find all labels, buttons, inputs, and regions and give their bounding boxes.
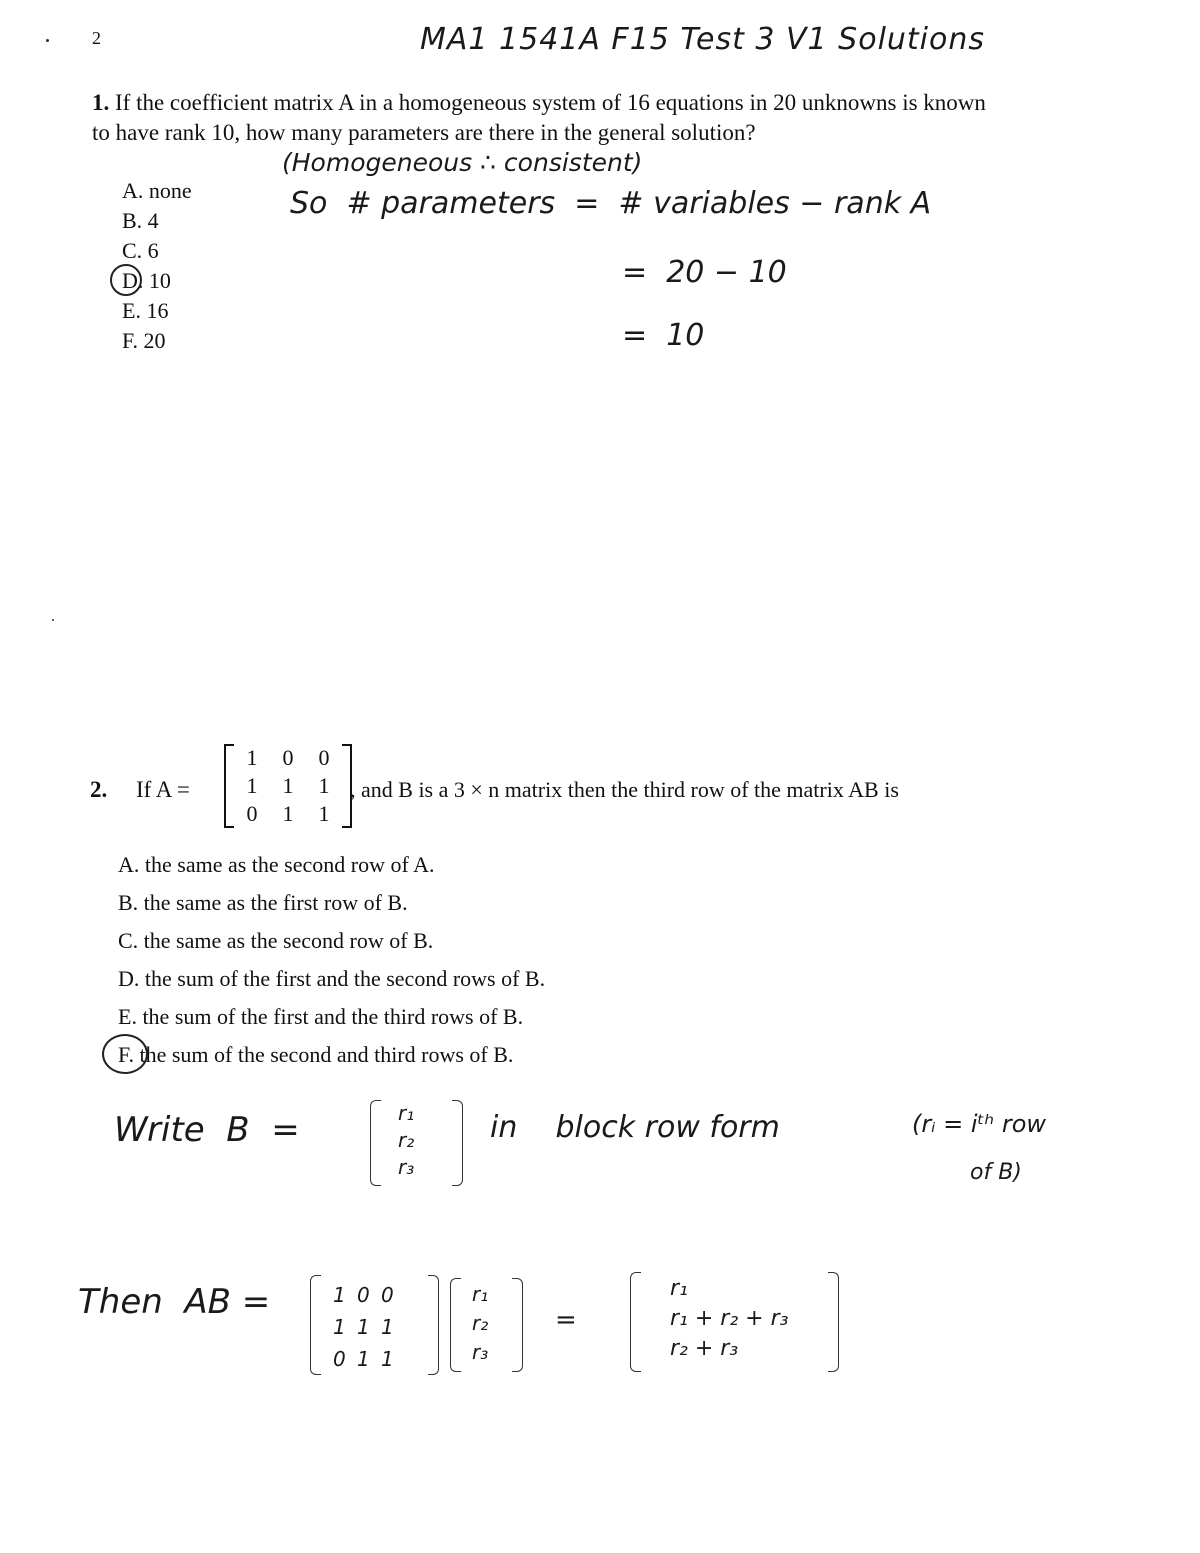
matrix-row [234, 772, 342, 800]
q1-work-line2: = 20 − 10 [622, 255, 787, 290]
choice-b: B. 4 [122, 208, 159, 233]
matrix-a [224, 744, 352, 828]
q2-result-vector [630, 1272, 850, 1372]
hand-matrix-bracket-right [428, 1275, 439, 1375]
matrix-cell: 1 [381, 1315, 394, 1339]
choice-e: E. the sum of the first and the third rows of B. [118, 1004, 524, 1029]
choice-b: B. the same as the first row of B. [118, 890, 408, 915]
hand-matrix-table [332, 1279, 404, 1375]
matrix-cell: 1 [246, 773, 258, 798]
col-vector-entry: r₂ [472, 1311, 489, 1335]
col-vector-bracket-left [450, 1278, 461, 1372]
handwritten-title: MA1 1541A F15 Test 3 V1 Solutions [420, 22, 986, 57]
matrix-row [234, 800, 342, 828]
q2-write-b: Write B = [114, 1110, 300, 1150]
matrix-row [332, 1343, 404, 1375]
matrix-cell: 1 [333, 1315, 346, 1339]
choice-e: E. 16 [122, 298, 169, 323]
matrix-cell: 1 [333, 1283, 346, 1307]
question-1-text-line2: to have rank 10, how many parameters are there in the general solution? [92, 120, 756, 145]
result-row: r₁ [670, 1276, 688, 1301]
result-bracket-right [828, 1272, 839, 1372]
margin-dot [46, 39, 49, 42]
result-row: r₁ + r₂ + r₃ [670, 1306, 789, 1331]
matrix-cell: 1 [381, 1347, 394, 1371]
matrix-cell: 0 [282, 745, 294, 770]
matrix-cell: 0 [357, 1283, 370, 1307]
matrix-row [332, 1279, 404, 1311]
matrix-row [332, 1311, 404, 1343]
matrix-cell: 1 [357, 1315, 370, 1339]
result-bracket-left [630, 1272, 641, 1372]
question-2-number: 2. [90, 777, 108, 802]
matrix-cell: 0 [246, 801, 258, 826]
matrix-cell: 1 [318, 773, 330, 798]
vector-bracket-left [370, 1100, 381, 1186]
matrix-cell: 1 [246, 745, 258, 770]
vector-bracket-right [452, 1100, 463, 1186]
question-1-number: 1. [92, 90, 110, 115]
q2-col-vector [450, 1278, 530, 1372]
matrix-cell: 0 [318, 745, 330, 770]
matrix-cell: 1 [282, 801, 294, 826]
q2-equals: = [555, 1305, 577, 1335]
hand-matrix-bracket-left [310, 1275, 321, 1375]
answer-circle-q1 [110, 264, 142, 296]
question-2-suffix: , and B is a 3 × n matrix then the third row of the matrix AB is [350, 777, 899, 802]
choice-d: D. 10 [122, 268, 171, 293]
choice-c: C. 6 [122, 238, 159, 263]
q2-note2: of B) [970, 1160, 1022, 1185]
margin-dot [52, 619, 54, 621]
q1-work-line3: = 10 [622, 318, 705, 353]
matrix-row [234, 744, 342, 772]
q2-hand-matrix [310, 1275, 446, 1375]
page-number: 2 [92, 28, 101, 48]
answer-circle-q2 [102, 1034, 148, 1074]
question-1 [92, 88, 1172, 148]
block-row: r₃ [398, 1155, 415, 1179]
q1-work-line1: So # parameters = # variables − rank A [290, 186, 932, 221]
choice-f: F. 20 [122, 328, 166, 353]
col-vector-entry: r₃ [472, 1340, 489, 1364]
q1-work-line0: (Homogeneous ∴ consistent) [282, 148, 643, 177]
q2-in-block: in block row form [490, 1110, 780, 1145]
col-vector-entry: r₁ [472, 1282, 489, 1306]
matrix-cell: 1 [357, 1347, 370, 1371]
block-row: r₁ [398, 1101, 415, 1125]
matrix-bracket-left [224, 744, 234, 828]
matrix-cell: 1 [318, 801, 330, 826]
choice-c: C. the same as the second row of B. [118, 928, 434, 953]
q2-block-vector [370, 1100, 470, 1186]
q2-then-ab: Then AB = [78, 1282, 271, 1322]
question-2-prefix: If A = [136, 777, 190, 802]
col-vector-bracket-right [512, 1278, 523, 1372]
block-row: r₂ [398, 1128, 415, 1152]
choice-f: F. the sum of the second and third rows of B. [118, 1042, 514, 1067]
question-2-choices [118, 846, 545, 1074]
matrix-cell: 1 [282, 773, 294, 798]
choice-a: A. the same as the second row of A. [118, 852, 435, 877]
matrix-cell: 0 [333, 1347, 346, 1371]
matrix-a-table [234, 744, 342, 828]
choice-a: A. none [122, 178, 192, 203]
matrix-cell: 0 [381, 1283, 394, 1307]
question-1-text-line1: If the coefficient matrix A in a homogeneous system of 16 equations in 20 unknowns is known [115, 90, 986, 115]
choice-d: D. the sum of the first and the second rows of B. [118, 966, 546, 991]
q2-note: (rᵢ = iᵗʰ row [912, 1110, 1047, 1138]
result-row: r₂ + r₃ [670, 1336, 739, 1361]
